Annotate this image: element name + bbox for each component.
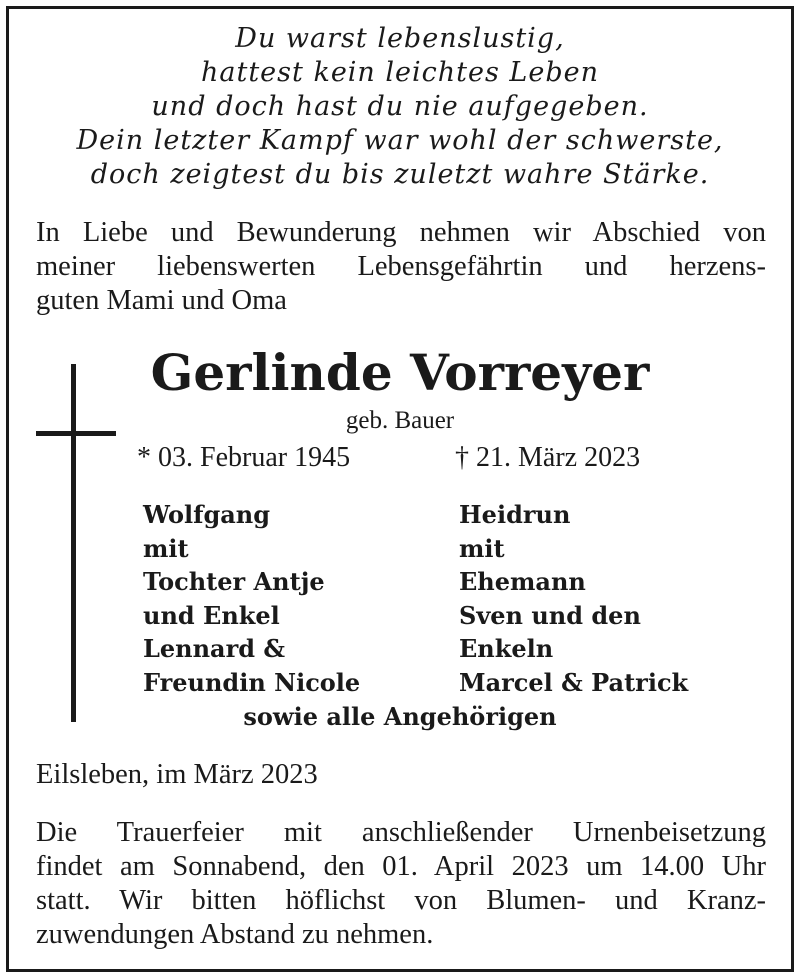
poem-line: und doch hast du nie aufgegeben.	[151, 91, 649, 122]
service-text	[36, 816, 766, 952]
service-line: statt. Wir bitten höflichst von Blumen- und Kranz-	[36, 885, 766, 916]
poem-line: doch zeigtest du bis zuletzt wahre Stärke.	[90, 159, 710, 190]
maiden-name: geb. Bauer	[345, 407, 455, 434]
cross-icon-bar	[36, 431, 116, 436]
mourner-line: und Enkel	[143, 600, 280, 630]
intro-line: In Liebe und Bewunderung nehmen wir Abschied von	[36, 217, 766, 248]
mourners-right	[459, 498, 688, 699]
mourner-line: Freundin Nicole	[143, 667, 361, 697]
death-date: † 21. März 2023	[455, 442, 641, 473]
poem-line: Dein letzter Kampf war wohl der schwerste,	[76, 125, 724, 156]
mourners-left	[143, 498, 360, 699]
service-line: zuwendungen Abstand zu nehmen.	[36, 919, 434, 950]
intro-text	[36, 216, 766, 318]
relatives-line: sowie alle Angehörigen	[243, 702, 557, 731]
deceased-name: Gerlinde Vorreyer	[150, 343, 650, 402]
cross-icon	[71, 364, 76, 722]
poem	[20, 22, 780, 192]
mourner-line: mit	[459, 533, 505, 563]
mourner-line: Marcel & Patrick	[459, 667, 689, 697]
birth-date: * 03. Februar 1945	[137, 442, 351, 473]
service-line: Die Trauerfeier mit anschließender Urnenbeisetzung	[36, 817, 766, 848]
mourner-line: mit	[143, 533, 189, 563]
place-date: Eilsleben, im März 2023	[36, 759, 318, 790]
service-line: findet am Sonnabend, den 01. April 2023 um 14.00 Uhr	[36, 851, 766, 882]
intro-line: meiner liebenswerten Lebensgefährtin und herzens-	[36, 251, 766, 282]
mourner-line: Wolfgang	[143, 500, 271, 529]
mourner-line: Ehemann	[459, 567, 586, 596]
intro-line: guten Mami und Oma	[36, 285, 287, 316]
poem-line: Du warst lebenslustig,	[235, 23, 565, 54]
poem-line: hattest kein leichtes Leben	[201, 57, 599, 88]
mourner-line: Enkeln	[459, 634, 554, 663]
mourner-line: Tochter Antje	[143, 567, 325, 596]
mourner-line: Sven und den	[459, 600, 641, 630]
mourner-line: Heidrun	[459, 500, 571, 529]
mourner-line: Lennard &	[143, 634, 286, 663]
